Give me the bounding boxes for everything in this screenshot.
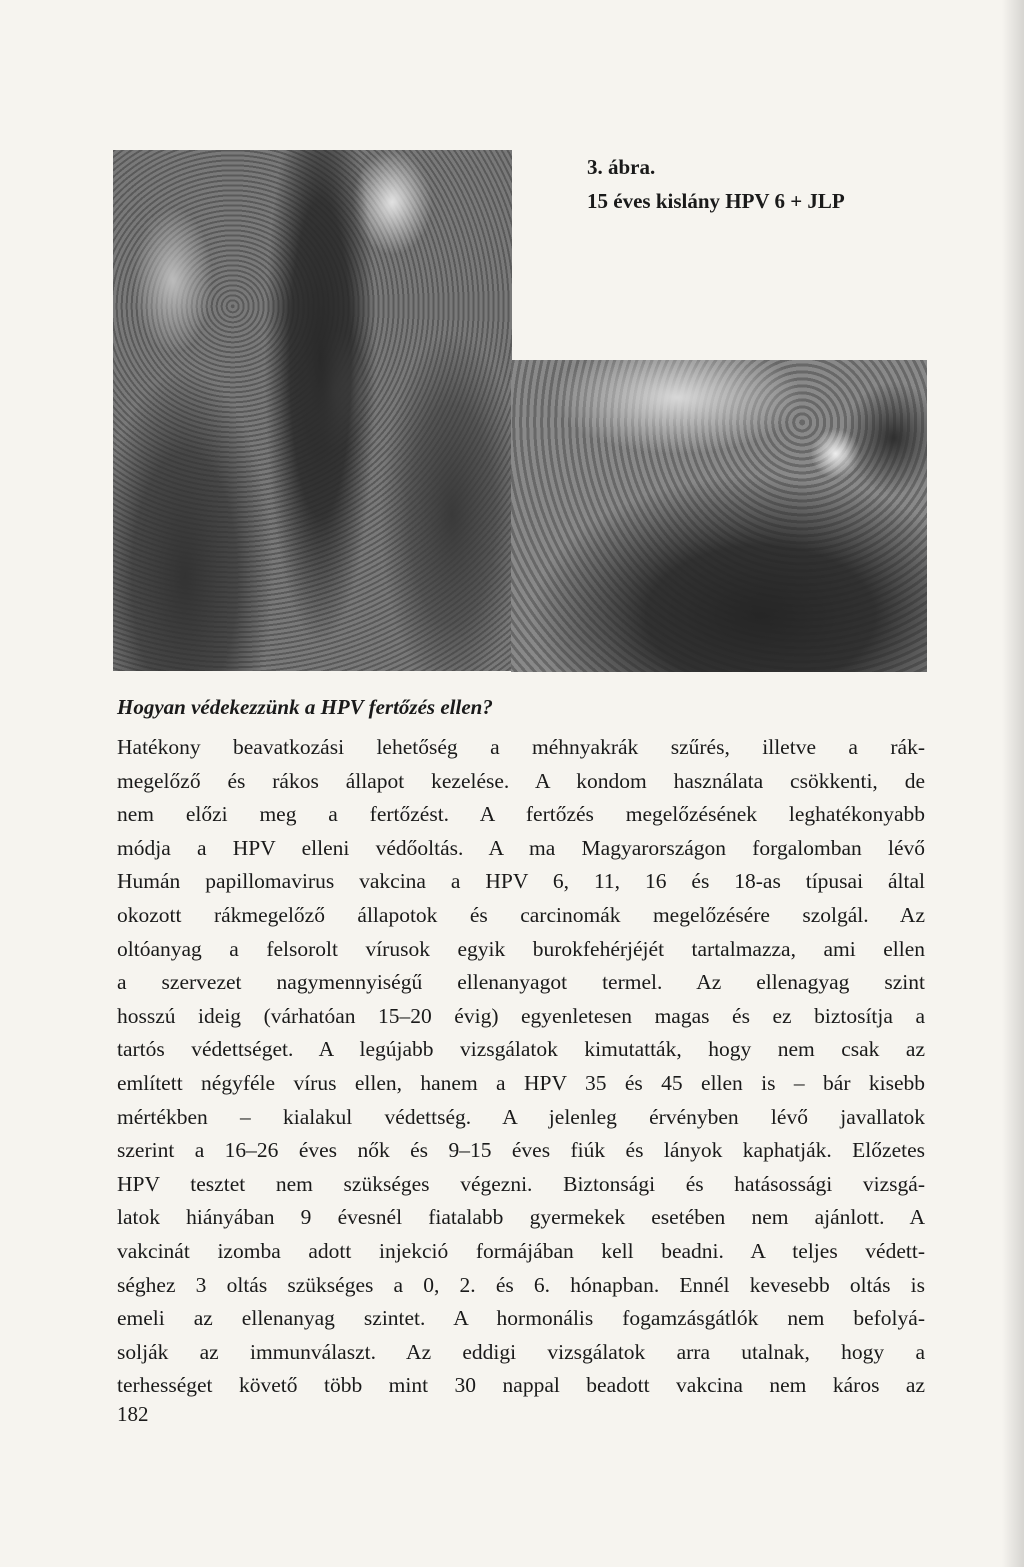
- figure-caption-number: 3. ábra.: [587, 155, 656, 179]
- figure-caption-text: 15 éves kislány HPV 6 + JLP: [587, 189, 845, 213]
- text-line: solják az immunválaszt. Az eddigi vizsgálatok arra utalnak, hogy a: [117, 1339, 925, 1364]
- text-line: terhességet követő több mint 30 nappal beadott vakcina nem káros az: [117, 1373, 925, 1398]
- text-line: említett négyféle vírus ellen, hanem a HPV 35 és 45 ellen is – bár kisebb: [117, 1070, 925, 1095]
- figure-caption: [587, 150, 845, 218]
- text-line: latok hiányában 9 évesnél fiatalabb gyermekek esetében nem ajánlott. A: [117, 1205, 925, 1230]
- text-line: hosszú ideig (várhatóan 15–20 évig) egyenletesen magas és ez biztosítja a: [117, 1003, 925, 1028]
- histology-image-right: [511, 360, 927, 672]
- text-line: HPV tesztet nem szükséges végezni. Biztonsági és hatásossági vizsgá-: [117, 1171, 925, 1196]
- text-line: mértékben – kialakul védettség. A jelenleg érvényben lévő javallatok: [117, 1104, 925, 1129]
- page-number: 182: [117, 1402, 149, 1426]
- text-line: megelőző és rákos állapot kezelése. A kondom használata csökkenti, de: [117, 768, 925, 793]
- text-line: nem előzi meg a fertőzést. A fertőzés megelőzésének leghatékonyabb: [117, 802, 925, 827]
- page-edge-shadow: [1002, 0, 1024, 1567]
- text-line: Humán papillomavirus vakcina a HPV 6, 11, 16 és 18-as típusai által: [117, 869, 925, 894]
- text-line: módja a HPV elleni védőoltás. A ma Magyarországon forgalomban lévő: [117, 835, 925, 860]
- text-line: a szervezet nagymennyiségű ellenanyagot termel. Az ellenagyag szint: [117, 970, 925, 995]
- text-line: szerint a 16–26 éves nők és 9–15 éves fiúk és lányok kaphatják. Előzetes: [117, 1138, 925, 1163]
- text-line: emeli az ellenanyag szintet. A hormonális fogamzásgátlók nem befolyá-: [117, 1306, 925, 1331]
- body-paragraph: [117, 731, 925, 1403]
- text-line: okozott rákmegelőző állapotok és carcinomák megelőzésére szolgál. Az: [117, 902, 925, 927]
- text-line: oltóanyag a felsorolt vírusok egyik burokfehérjéjét tartalmazza, ami ellen: [117, 936, 925, 961]
- text-line: vakcinát izomba adott injekció formájában kell beadni. A teljes védett-: [117, 1238, 925, 1263]
- histology-image-left: [113, 150, 512, 671]
- text-line: séghez 3 oltás szükséges a 0, 2. és 6. hónapban. Ennél kevesebb oltás is: [117, 1272, 925, 1297]
- text-line: tartós védettséget. A legújabb vizsgálatok kimutatták, hogy nem csak az: [117, 1037, 925, 1062]
- section-heading: Hogyan védekezzünk a HPV fertőzés ellen?: [117, 695, 493, 719]
- text-line: Hatékony beavatkozási lehetőség a méhnyakrák szűrés, illetve a rák-: [117, 735, 925, 759]
